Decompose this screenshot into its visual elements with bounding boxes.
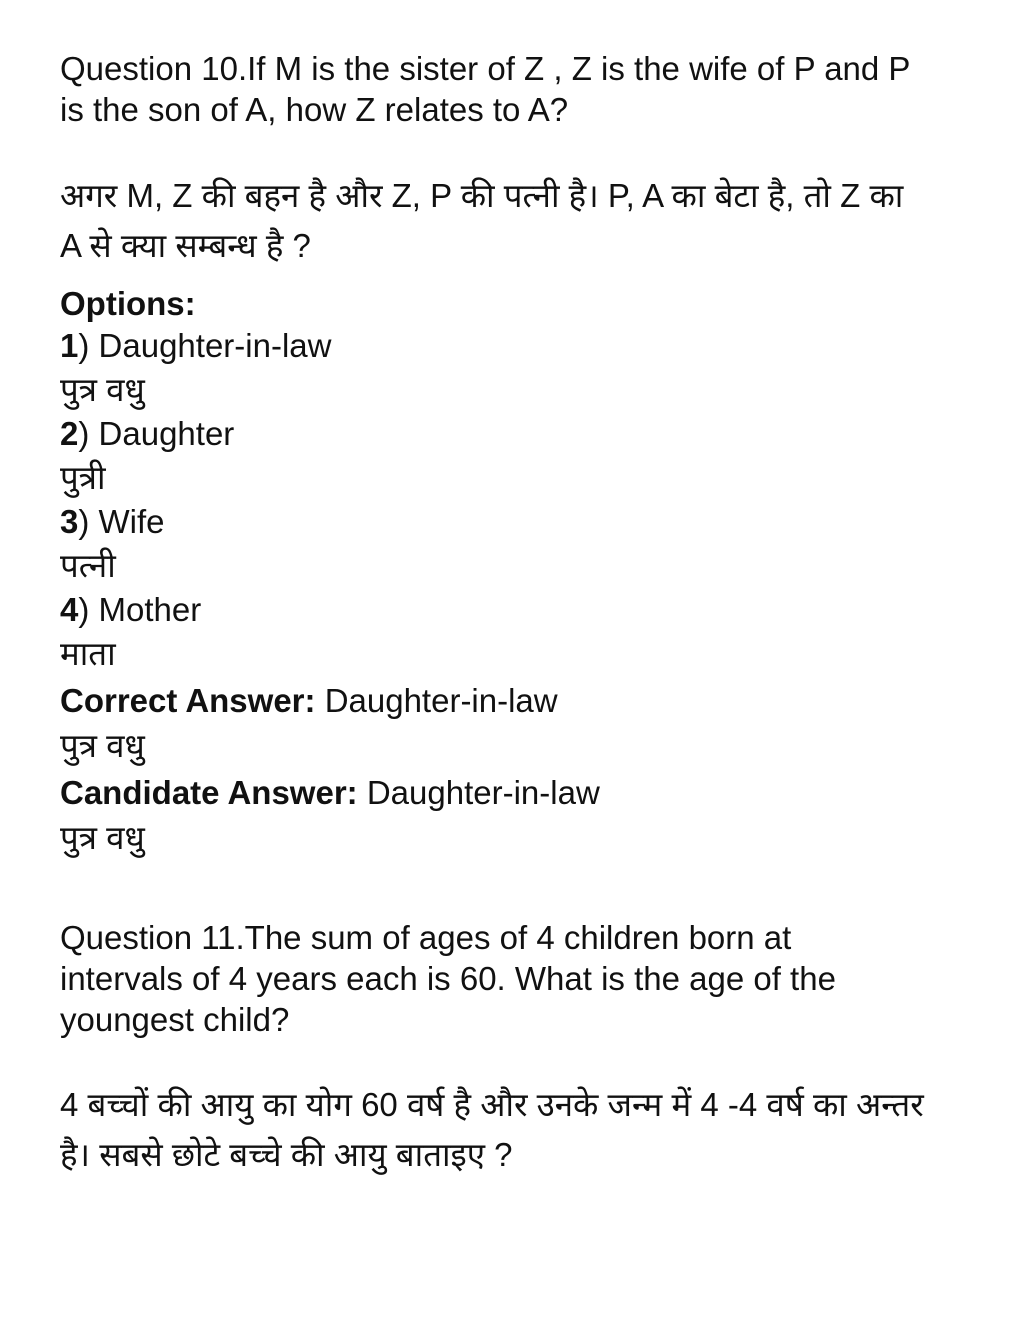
option-text-en: Daughter — [98, 415, 235, 452]
options-label: Options: — [60, 285, 196, 322]
option-number: 3 — [60, 503, 79, 540]
option-number: 2 — [60, 415, 79, 452]
option-2: 2) Daughter — [60, 415, 235, 452]
option-4-hi: माता — [60, 635, 116, 672]
option-2-hi: पुत्री — [60, 459, 106, 496]
candidate-answer — [60, 771, 980, 815]
option-text-en: Daughter-in-law — [98, 327, 332, 364]
q10-question-en — [60, 48, 980, 130]
document-page — [60, 48, 980, 1180]
candidate-answer-hi: पुत्र वधु — [60, 819, 145, 856]
spacer — [60, 861, 980, 907]
option-4: 4) Mother — [60, 591, 202, 628]
option-3: 3) Wife — [60, 503, 165, 540]
option-text-en: Wife — [98, 503, 165, 540]
q10-options — [60, 283, 980, 677]
option-number: 4 — [60, 591, 79, 628]
option-3-hi: पत्नी — [60, 547, 116, 584]
q10-question-en-line1: Question 10.If M is the sister of Z , Z is the wife of P and P — [60, 50, 911, 87]
q10-question-hi — [60, 171, 980, 271]
q11-question-en-line2: intervals of 4 years each is 60. What is the age of the — [60, 960, 836, 997]
option-1-hi: पुत्र वधु — [60, 371, 145, 408]
q10-question-en-line2: is the son of A, how Z relates to A? — [60, 91, 569, 128]
q11-question-hi-line2: है। सबसे छोटे बच्चे की आयु बाताइए ? — [60, 1136, 513, 1173]
q10-question-hi-line2: A से क्या सम्बन्ध है ? — [60, 227, 311, 264]
option-text-en: Mother — [98, 591, 202, 628]
q11-question-en-line1: Question 11.The sum of ages of 4 children born at — [60, 919, 792, 956]
correct-answer-label: Correct Answer: — [60, 682, 316, 719]
correct-answer — [60, 679, 980, 723]
q11-question-en-line3: youngest child? — [60, 1001, 290, 1038]
q11-question-en — [60, 917, 980, 1040]
q10-answers — [60, 679, 980, 861]
correct-answer-en: Daughter-in-law — [324, 682, 558, 719]
option-1: 1) Daughter-in-law — [60, 327, 332, 364]
candidate-answer-label: Candidate Answer: — [60, 774, 358, 811]
correct-answer-hi: पुत्र वधु — [60, 727, 145, 764]
q11-question-hi — [60, 1080, 980, 1180]
q11-question-hi-line1: 4 बच्चों की आयु का योग 60 वर्ष है और उनके जन्म में 4 -4 वर्ष का अन्तर — [60, 1086, 924, 1123]
option-number: 1 — [60, 327, 79, 364]
q10-question-hi-line1: अगर M, Z की बहन है और Z, P की पत्नी है। P, A का बेटा है, तो Z का — [60, 177, 904, 214]
candidate-answer-en: Daughter-in-law — [366, 774, 600, 811]
